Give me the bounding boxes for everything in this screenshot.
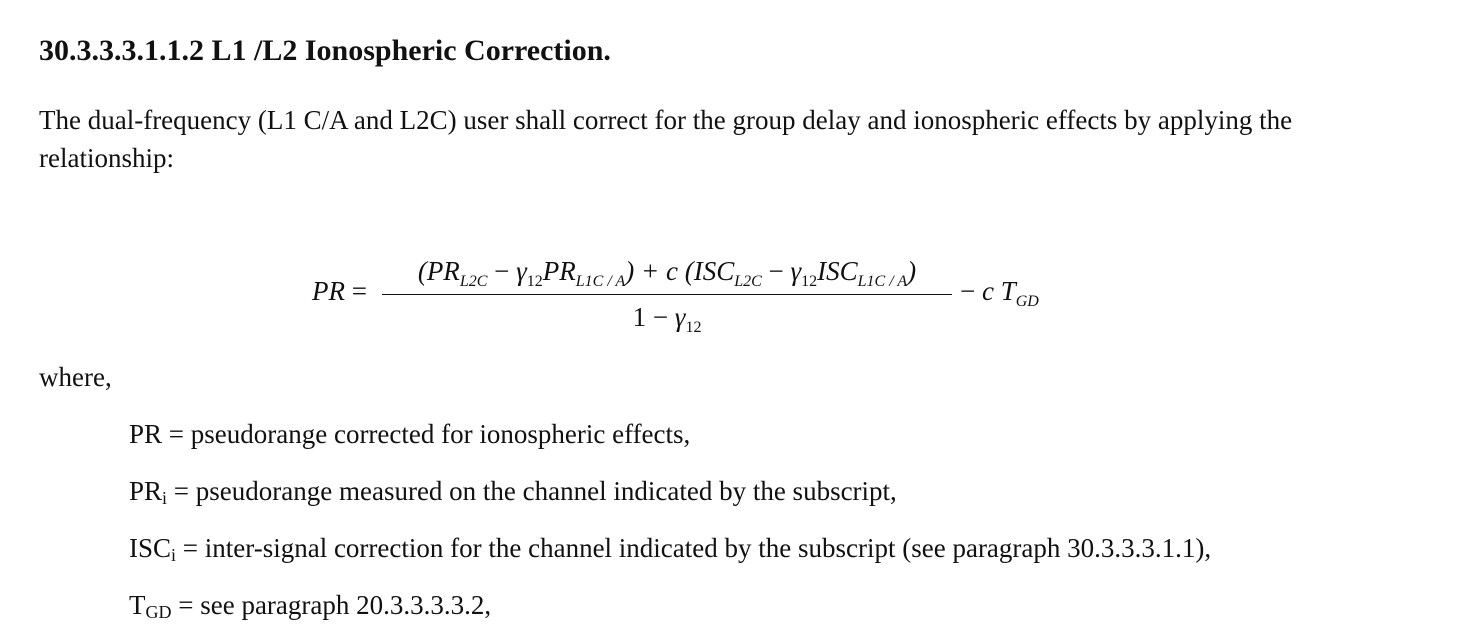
fraction-bar xyxy=(382,294,952,295)
pseudorange-equation xyxy=(312,256,1072,346)
equation-numerator: $(PR_{L2C} - \gamma_{12}PR_{L1C / A}) + c$ $(ISC_{L2C} - \gamma_{12}ISC_{L1C / A})$ xyxy=(417,256,917,290)
equation-denominator: $1 - \gamma_{12}$ xyxy=(632,302,702,336)
definition-isc-i: $ISC_i$ = inter-signal correction for the channel indicated by the subscript (see paragraph 30.3.3.3.1.1), xyxy=(129,533,1212,565)
section-heading: 30.3.3.3.1.1.2 L1 /L2 Ionospheric Correction. xyxy=(39,34,611,67)
equation-tail: − c $T_{GD}$ xyxy=(960,276,1039,310)
equation-fraction xyxy=(382,256,952,346)
definition-pr-i: $PR_i$ = pseudorange measured on the channel indicated by the subscript, xyxy=(129,476,897,508)
definition-tgd: $T_{GD}$ = see paragraph 20.3.3.3.3.2, xyxy=(129,590,492,622)
intro-paragraph: The dual-frequency (L1 C/A and L2C) user shall correct for the group delay and ionospheric effects by applying the relationship: xyxy=(39,105,1293,173)
equation-lhs: PR = xyxy=(312,276,367,306)
definition-pr: PR = pseudorange corrected for ionospheric effects, xyxy=(129,419,691,449)
where-label: where, xyxy=(39,362,112,392)
